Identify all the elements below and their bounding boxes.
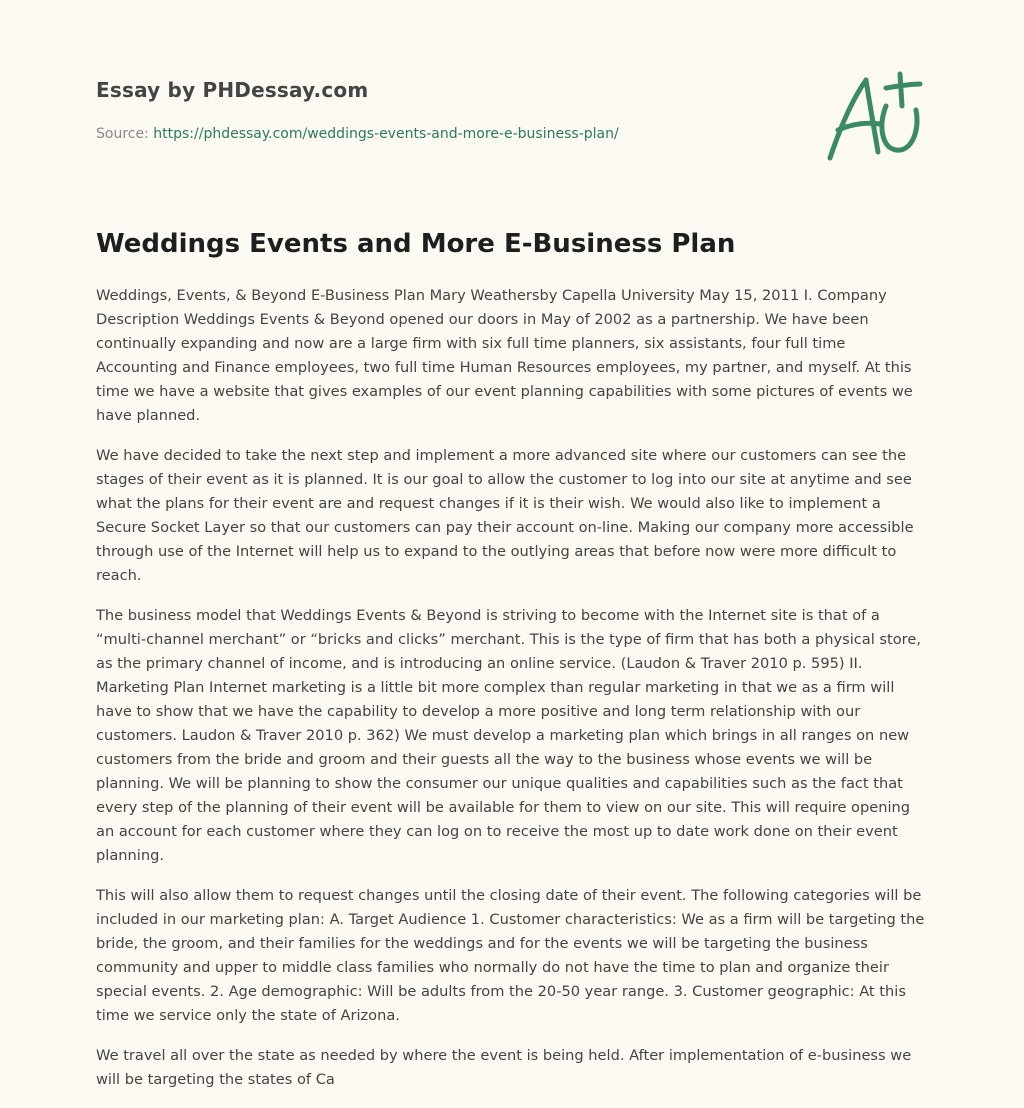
source-label: Source: bbox=[96, 126, 154, 142]
a-plus-logo bbox=[820, 66, 930, 166]
paragraph-5: We travel all over the state as needed by where the event is being held. After implementation of e-business we will be targeting the states of Ca bbox=[96, 1047, 912, 1088]
brand-title: Essay by PHDessay.com bbox=[96, 78, 369, 102]
article-title: Weddings Events and More E-Business Plan bbox=[96, 229, 736, 259]
paragraph-4: This will also allow them to request changes until the closing date of their event. The following categories will be included in our marketing plan: A. Target Audience 1. Customer characteristics: We as a firm will be targeting the bride, the groom, and their families for the weddings and for the events we will be targeting the business community and upper to middle class families who normally do not have the time to plan and organize their special events. 2. Age demographic: Will be adults from the 20-50 year range. 3. Customer geographic: At this time we service only the state of Arizona. bbox=[96, 887, 925, 1024]
source-line bbox=[96, 124, 796, 144]
article-body bbox=[96, 284, 930, 1108]
paragraph-3: The business model that Weddings Events & Beyond is striving to become with the Internet site is that of a “multi-channel merchant” or “bricks and clicks” merchant. This is the type of firm that has both a physical store, as the primary channel of income, and is introducing an online service. (Laudon & Traver 2010 p. 595) II. Marketing Plan Internet marketing is a little bit more complex than regular marketing in that we as a firm will have to show that we have the capability to develop a more positive and long term relationship with our customers. Laudon & Traver 2010 p. 362) We must develop a marketing plan which brings in all ranges on new customers from the bride and groom and their guests all the way to the business whose events we will be planning. We will be planning to show the consumer our unique qualities and capabilities such as the fact that every step of the planning of their event will be available for them to view on our site. This will require opening an account for each customer where they can log on to receive the most up to date work done on their event planning. bbox=[96, 607, 921, 864]
paragraph-1: Weddings, Events, & Beyond E-Business Plan Mary Weathersby Capella University May 15, 2011 I. Company Description Weddings Events & Beyond opened our doors in May of 2002 as a partnership. We have been continually expanding and now are a large firm with six full time planners, six assistants, four full time Accounting and Finance employees, two full time Human Resources employees, my partner, and myself. At this time we have a website that gives examples of our event planning capabilities with some pictures of events we have planned. bbox=[96, 287, 913, 424]
source-link[interactable]: https://phdessay.com/weddings-events-and-more-e-business-plan/ bbox=[153, 126, 619, 142]
paragraph-2: We have decided to take the next step and implement a more advanced site where our customers can see the stages of their event as it is planned. It is our goal to allow the customer to log into our site at anytime and see what the plans for their event are and request changes if it is their wish. We would also like to implement a Secure Socket Layer so that our customers can pay their account on-line. Making our company more accessible through use of the Internet will help us to expand to the outlying areas that before now were more difficult to reach. bbox=[96, 447, 914, 584]
site-header bbox=[96, 76, 796, 144]
